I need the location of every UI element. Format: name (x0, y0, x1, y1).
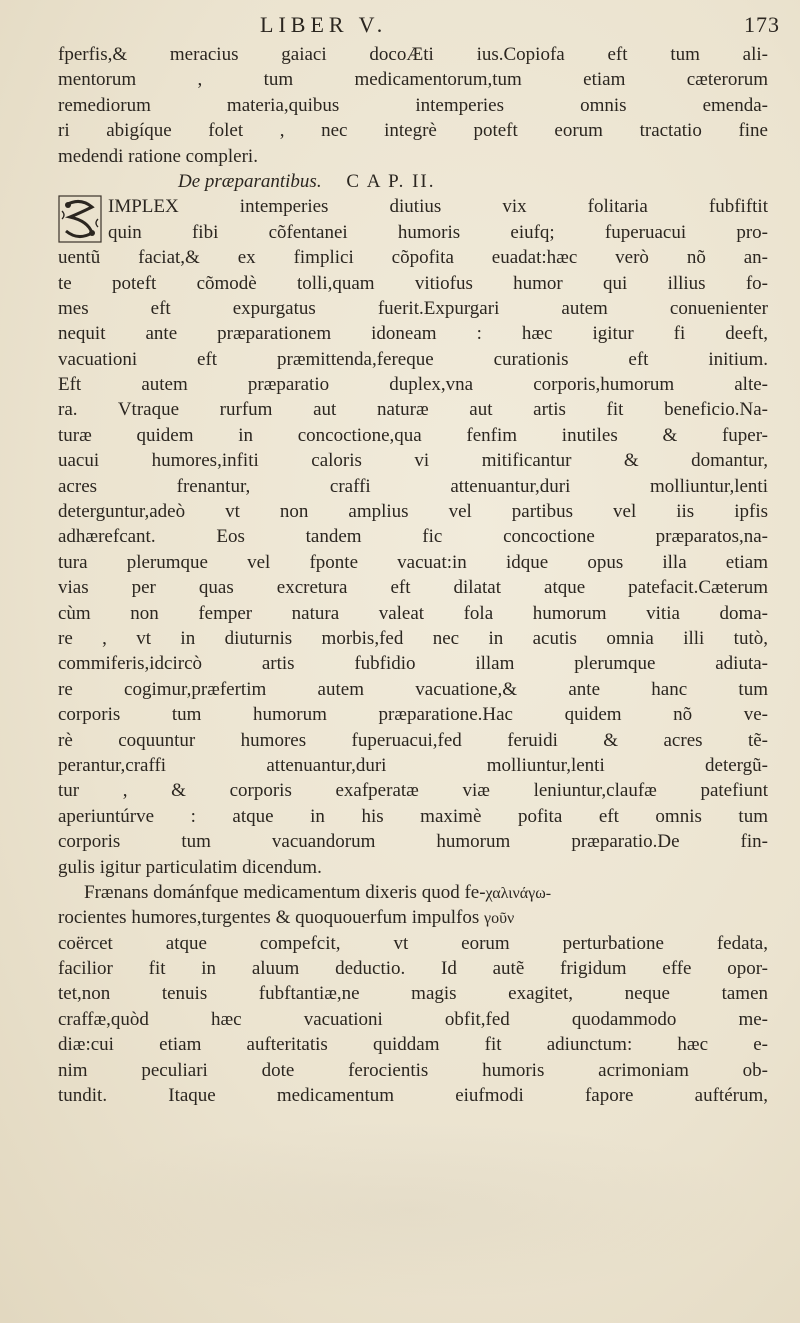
text-line: uentũ faciat,& ex fimplici cõpofita euadat:hæc verò nõ an- (58, 247, 768, 269)
text-line: Eft autem præparatio duplex,vna corporis,humorum alte- (58, 374, 768, 396)
text-line: diæ:cui etiam aufteritatis quiddam fit adiunctum: hæc e- (58, 1034, 768, 1056)
text-line: aperiuntúrve : atque in his maximè pofita eft omnis tum (58, 805, 768, 827)
text-line: craffæ,quòd hæc vacuationi obfit,fed quodammodo me- (58, 1008, 768, 1030)
text-line: re , vt in diuturnis morbis,fed nec in acutis omnia illi tutò, (58, 627, 768, 649)
text-line: corporis tum vacuandorum humorum præparatio.De fin- (58, 831, 768, 853)
text-line: commiferis,idcircò artis fubfidio illam plerumque adiuta- (58, 653, 768, 675)
text-line: corporis tum humorum præparatione.Hac quidem nõ ve- (58, 704, 768, 726)
text-line: mentorum , tum medicamentorum,tum etiam cæterorum (58, 69, 768, 91)
text-line: tundit. Itaque medicamentum eiufmodi fapore auftérum, (58, 1085, 768, 1107)
text-line: cùm non femper natura valeat fola humorum vitia doma- (58, 602, 768, 624)
text-line: nim peculiari dote ferocientis humoris acrimoniam ob- (58, 1059, 768, 1081)
text-line: re cogimur,præfertim autem vacuatione,& ante hanc tum (58, 678, 768, 700)
text-line-main: rocientes humores,turgentes & quoquouerfum impulfos (58, 907, 480, 929)
text-line: facilior fit in aluum deductio. Id autẽ frigidum effe opor- (58, 958, 768, 980)
text-line: deterguntur,adeò vt non amplius vel partibus vel iis ipfis (58, 501, 768, 523)
text-line: adhærefcant. Eos tandem fic concoctione præparatos,na- (58, 526, 768, 548)
text-block (58, 42, 768, 1108)
text-line: rè coquuntur humores fuperuacui,fed feruidi & acres tẽ- (58, 729, 768, 751)
text-line: mes eft expurgatus fuerit.Expurgari autem conuenienter (58, 297, 768, 319)
text-line: turæ quidem in concoctione,qua fenfim inutiles & fuper- (58, 424, 768, 446)
text-line (58, 905, 768, 930)
book-title: LIBER V. (260, 12, 388, 37)
chapter-title: De præparantibus. (178, 170, 322, 192)
greek-gloss: χαλινάγω- (485, 884, 552, 902)
text-line: vacuationi eft præmittenda,fereque curationis eft initium. (58, 348, 768, 370)
text-line: tet,non tenuis fubftantiæ,ne magis exagitet, neque tamen (58, 983, 768, 1005)
page-number: 173 (744, 12, 780, 37)
text-line: acres frenantur, craffi attenuantur,duri molliuntur,lenti (58, 475, 768, 497)
chapter-heading (58, 169, 768, 194)
text-line: vias per quas excretura eft dilatat atque patefacit.Cæterum (58, 577, 768, 599)
text-line: quin fibi cõfentanei humoris eiufq; fuperuacui pro- (108, 221, 768, 243)
greek-gloss: γοῦν (484, 910, 515, 928)
text-line: tura plerumque vel fponte vacuat:in idque opus illa etiam (58, 551, 768, 573)
text-line: remediorum materia,quibus intemperies omnis emenda- (58, 94, 768, 116)
ornamental-initial (58, 195, 102, 235)
ornament-icon (58, 195, 102, 243)
text-line: ra. Vtraque rurfum aut naturæ aut artis fit beneficio.Na- (58, 399, 768, 421)
text-line: coërcet atque compefcit, vt eorum perturbatione fedata, (58, 932, 768, 954)
text-line: uacui humores,infiti caloris vi mitificantur & domantur, (58, 450, 768, 472)
text-line: gulis igitur particulatim dicendum. (58, 856, 322, 878)
text-line (58, 194, 768, 219)
text-line: medendi ratione compleri. (58, 145, 258, 167)
text-line: nequit ante præparationem idoneam : hæc igitur fi deeft, (58, 323, 768, 345)
paragraph-start: Frænans dománfque medicamentum dixeris quod fe- (84, 881, 486, 903)
text-line: perantur,craffi attenuantur,duri molliuntur,lenti detergũ- (58, 754, 768, 776)
paper-stain (60, 1120, 760, 1300)
chapter-number: C A P. II. (346, 170, 436, 192)
text-line: ri abigíque folet , nec integrè poteft eorum tractatio fine (58, 120, 768, 142)
text-line (58, 880, 768, 905)
running-head (60, 12, 780, 38)
text-line: tur , & corporis exafperatæ viæ leniuntur,claufæ patefiunt (58, 780, 768, 802)
text-line: fperfis,& meracius gaiaci docoÆti ius.Copiofa eft tum ali- (58, 44, 768, 65)
chapter-first-line: IMPLEX intemperies diutius vix folitaria fubfiftit (108, 196, 768, 218)
text-line: te poteft cõmodè tolli,quam vitiofus humor qui illius fo- (58, 272, 768, 294)
